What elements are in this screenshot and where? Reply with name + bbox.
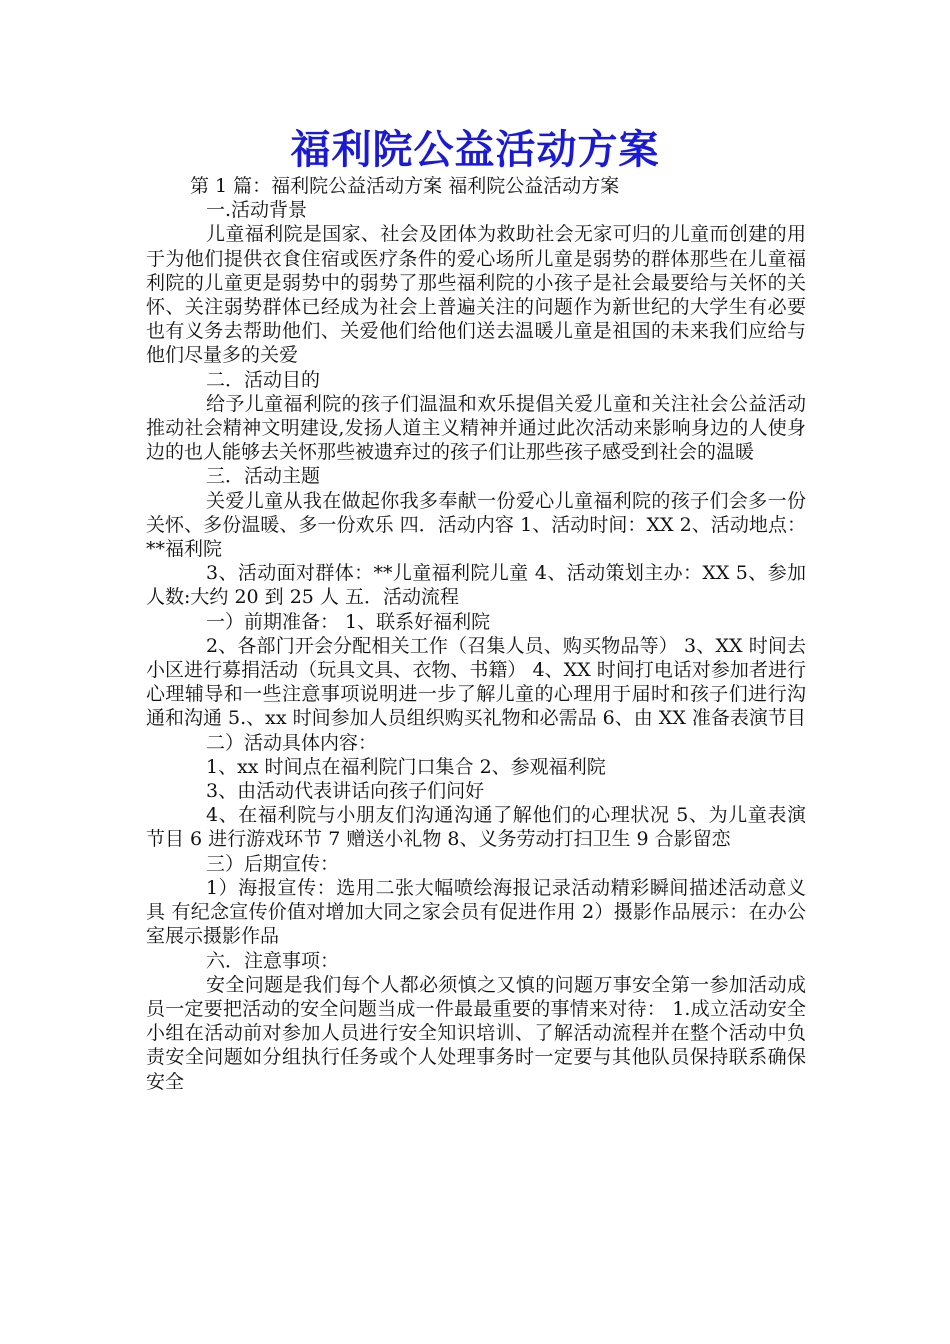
paragraph: 第 1 篇：福利院公益活动方案 福利院公益活动方案: [190, 175, 620, 197]
paragraph: 儿童福利院是国家、社会及团体为救助社会无家可归的儿童而创建的用于为他们提供衣食住宿或医疗条件的爱心场所儿童是弱势的群体那些在儿童福利院的儿童更是弱势中的弱势了那些福利院的小孩子是社会最要给与关怀的关怀、关注弱势群体已经成为社会上普遍关注的问题作为新世纪的大学生有必要也有义务去帮助他们、关爱他们给他们送去温暖儿童是祖国的未来我们应给与他们尽量多的关爱: [146, 223, 806, 367]
paragraph: 3、活动面对群体：**儿童福利院儿童 4、活动策划主办：XX 5、参加人数:大约 20 到 25 人 五．活动流程: [146, 562, 806, 609]
paragraph: 六．注意事项：: [206, 949, 340, 972]
document-title: 福利院公益活动方案: [290, 126, 660, 173]
document-body: [146, 174, 806, 1094]
paragraph: 1、xx 时间点在福利院门口集合 2、参观福利院: [206, 755, 606, 778]
paragraph: 二．活动目的: [206, 368, 321, 391]
paragraph: 4、在福利院与小朋友们沟通沟通了解他们的心理状况 5、为儿童表演节目 6 进行游戏环节 7 赠送小礼物 8、义务劳动打扫卫生 9 合影留恋: [146, 804, 806, 851]
paragraph: 1）海报宣传：选用二张大幅喷绘海报记录活动精彩瞬间描述活动意义具 有纪念宣传价值对增加大同之家会员有促进作用 2）摄影作品展示：在办公室展示摄影作品: [146, 876, 806, 948]
paragraph: 三）后期宣传：: [206, 852, 340, 875]
paragraph: 一.活动背景: [206, 199, 308, 222]
paragraph: 关爱儿童从我在做起你我多奉献一份爱心儿童福利院的孩子们会多一份关怀、多份温暖、多一份欢乐 四．活动内容 1、活动时间：XX 2、活动地点：**福利院: [146, 489, 806, 561]
paragraph: 三．活动主题: [206, 465, 321, 488]
paragraph: 3、由活动代表讲话向孩子们问好: [206, 780, 485, 803]
paragraph: 给予儿童福利院的孩子们温温和欢乐提倡关爱儿童和关注社会公益活动推动社会精神文明建设,发扬人道主义精神并通过此次活动来影响身边的人使身边的也人能够去关怀那些被遗弃过的孩子们让那些孩子感受到社会的温暖: [146, 392, 806, 464]
paragraph: 一）前期准备： 1、联系好福利院: [206, 610, 491, 633]
paragraph: 2、各部门开会分配相关工作（召集人员、购买物品等） 3、XX 时间去小区进行募捐活动（玩具文具、衣物、书籍） 4、XX 时间打电话对参加者进行心理辅导和一些注意事项说明进一步了解儿童的心理用于届时和孩子们进行沟通和沟通 5.、xx 时间参加人员组织购买礼物和必需品 6、由 XX 准备表演节目: [146, 634, 806, 730]
paragraph: 安全问题是我们每个人都必须慎之又慎的问题万事安全第一参加活动成员一定要把活动的安全问题当成一件最最重要的事情来对待： 1.成立活动安全小组在活动前对参加人员进行安全知识培训、了解活动流程并在整个活动中负责安全问题如分组执行任务或个人处理事务时一定要与其他队员保持联系确保安全: [146, 973, 806, 1093]
paragraph: 二）活动具体内容：: [206, 731, 378, 754]
